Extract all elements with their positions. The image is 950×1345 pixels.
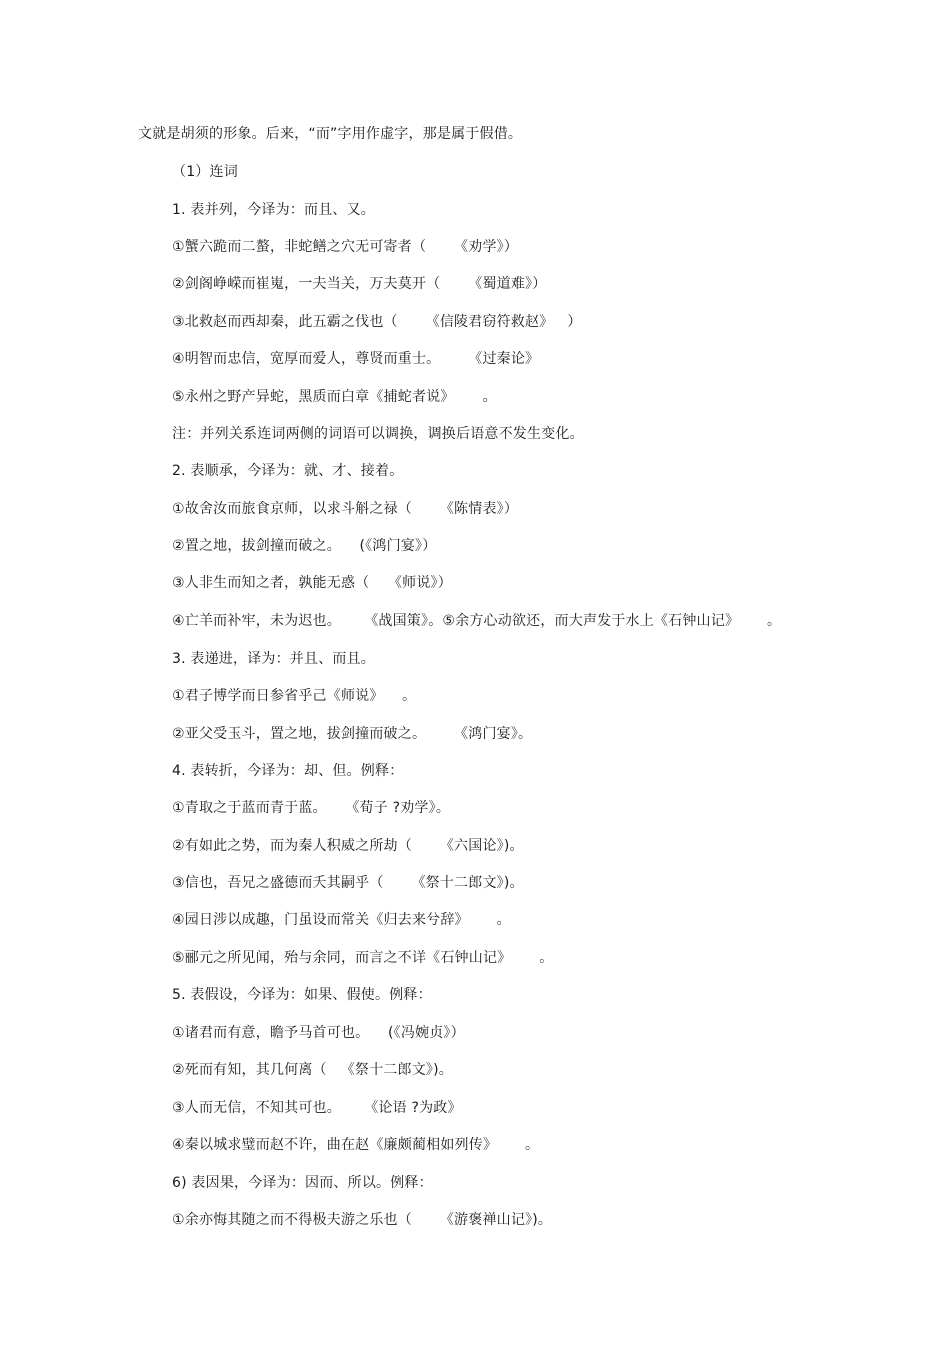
example-line: ①余亦悔其随之而不得极夫游之乐也（ 《游褒禅山记》)。 bbox=[172, 1212, 553, 1228]
text-line: 文就是胡须的形象。后来，“而”字用作虚字，那是属于假借。 bbox=[138, 126, 523, 142]
example-line: ①蟹六跪而二螯，非蛇鳝之穴无可寄者（ 《劝学》） bbox=[172, 239, 519, 255]
example-line: ②剑阁峥嵘而崔嵬，一夫当关，万夫莫开（ 《蜀道难》） bbox=[172, 276, 547, 292]
example-line: ②亚父受玉斗，置之地，拔剑撞而破之。 《鸿门宴》。 bbox=[172, 726, 533, 742]
example-line: ①君子博学而日参省乎己《师说》 。 bbox=[172, 688, 417, 704]
sub-heading: 5. 表假设，今译为：如果、假使。例释： bbox=[172, 987, 432, 1003]
example-line: ①青取之于蓝而青于蓝。 《荀子 ?劝学》。 bbox=[172, 800, 451, 816]
sub-heading: 4. 表转折，今译为：却、但。例释： bbox=[172, 763, 404, 779]
sub-heading: 2. 表顺承，今译为：就、才、接着。 bbox=[172, 463, 404, 479]
example-line: ③北救赵而西却秦，此五霸之伐也（ 《信陵君窃符救赵》 ） bbox=[172, 314, 582, 330]
example-line: ②置之地，拔剑撞而破之。 (《鸿门宴》） bbox=[172, 538, 437, 554]
note-line: 注：并列关系连词两侧的词语可以调换，调换后语意不发生变化。 bbox=[172, 426, 584, 442]
sub-heading: 3. 表递进，译为：并且、而且。 bbox=[172, 651, 376, 667]
example-line: ②有如此之势，而为秦人积威之所劫（ 《六国论》)。 bbox=[172, 838, 524, 854]
example-line: ③人而无信，不知其可也。 《论语 ?为政》 bbox=[172, 1100, 462, 1116]
example-line: ②死而有知，其几何离（ 《祭十二郎文》)。 bbox=[172, 1062, 453, 1078]
sub-heading: 1. 表并列，今译为：而且、又。 bbox=[172, 202, 376, 218]
example-line: ④亡羊而补牢，未为迟也。 《战国策》。⑤余方心动欲还，而大声发于水上《石钟山记》 。 bbox=[172, 613, 782, 629]
section-heading: （1）连词 bbox=[172, 164, 238, 180]
example-line: ③人非生而知之者，孰能无惑（ 《师说》） bbox=[172, 575, 452, 591]
example-line: ⑤永州之野产异蛇，黑质而白章《捕蛇者说》 。 bbox=[172, 389, 497, 405]
example-line: ①故舍汝而旅食京师，以求斗斛之禄（ 《陈情表》） bbox=[172, 501, 519, 517]
example-line: ④明智而忠信，宽厚而爱人，尊贤而重士。 《过秦论》 bbox=[172, 351, 540, 367]
example-line: ④秦以城求璧而赵不许，曲在赵《廉颇蔺相如列传》 。 bbox=[172, 1137, 540, 1153]
example-line: ③信也，吾兄之盛德而夭其嗣乎（ 《祭十二郎文》)。 bbox=[172, 875, 524, 891]
example-line: ④园日涉以成趣，门虽设而常关《归去来兮辞》 。 bbox=[172, 912, 511, 928]
sub-heading: 6) 表因果，今译为：因而、所以。例释： bbox=[172, 1175, 433, 1191]
example-line: ①诸君而有意，瞻予马首可也。 (《冯婉贞》） bbox=[172, 1025, 465, 1041]
example-line: ⑤郦元之所见闻，殆与余同，而言之不详《石钟山记》 。 bbox=[172, 950, 554, 966]
